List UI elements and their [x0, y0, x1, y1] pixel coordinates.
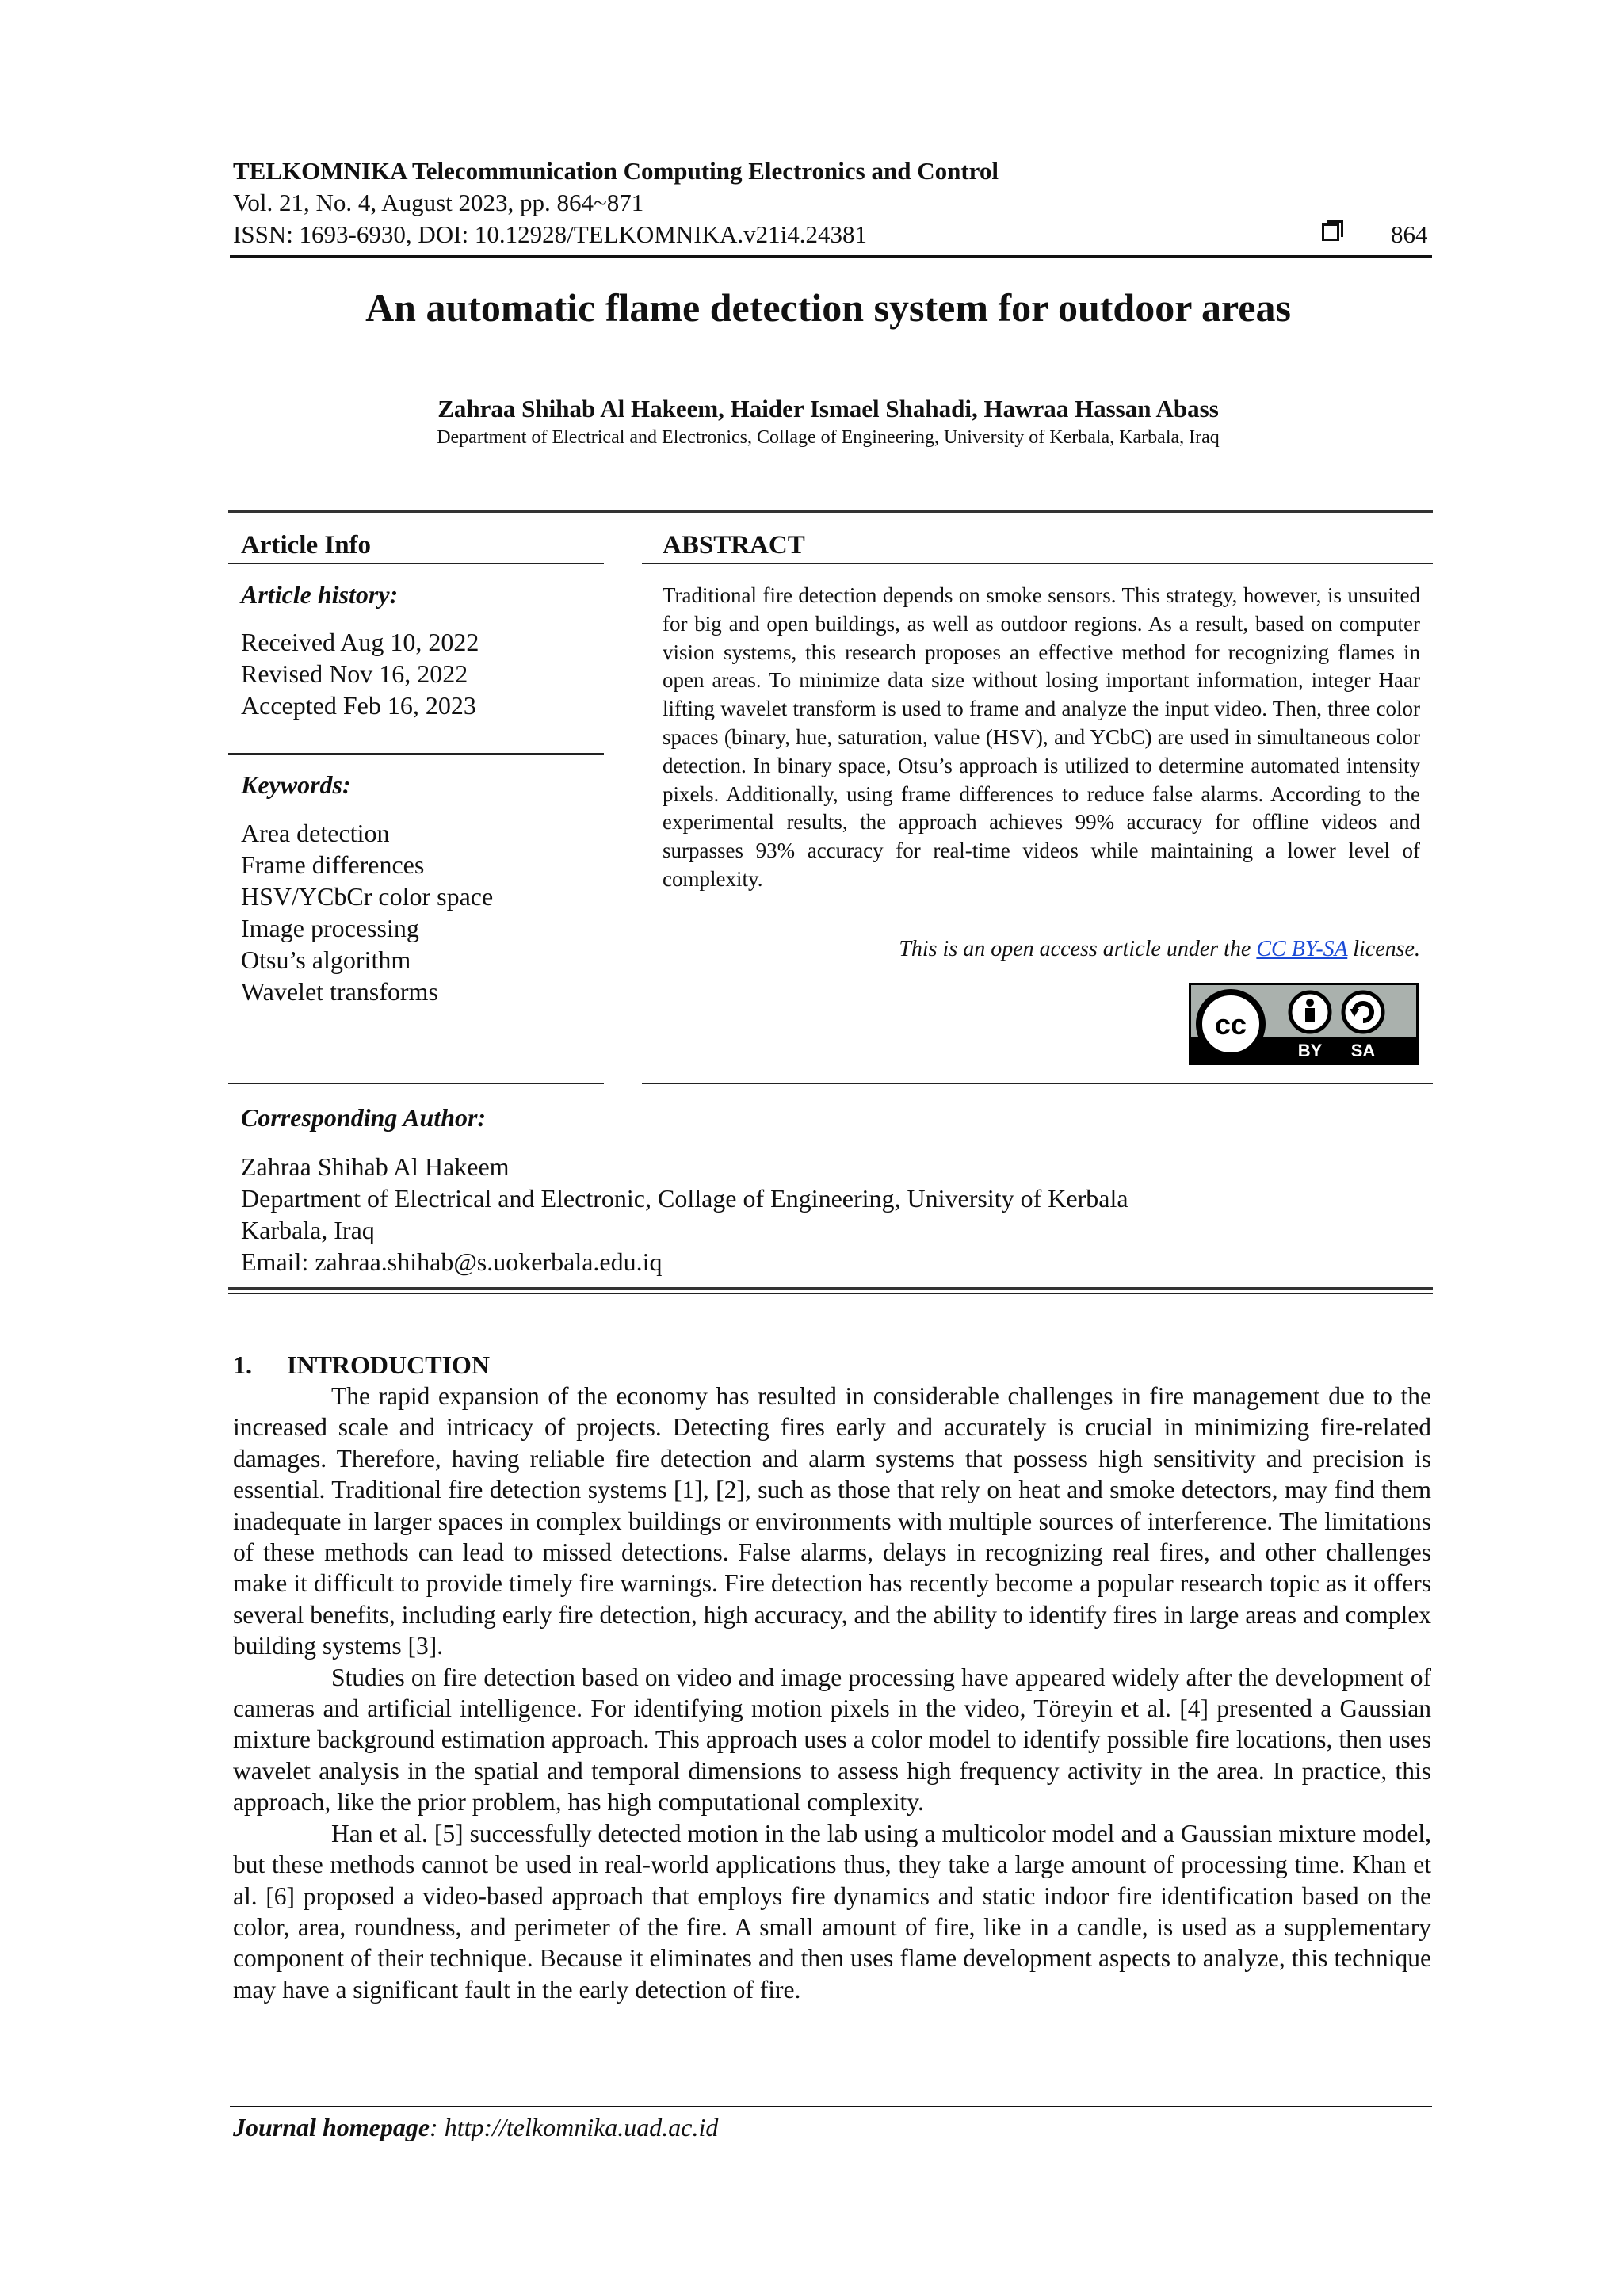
keyword-item: HSV/YCbCr color space — [241, 882, 494, 911]
header-rule — [230, 255, 1432, 258]
license-link[interactable]: CC BY-SA — [1256, 937, 1348, 961]
footer-url[interactable]: : http://telkomnika.uad.ac.id — [430, 2113, 719, 2141]
journal-volume: Vol. 21, No. 4, August 2023, pp. 864~871 — [233, 189, 644, 216]
page-number: 864 — [1391, 220, 1428, 248]
cc-badge-icon — [1191, 985, 1416, 1063]
section-heading — [233, 1349, 490, 1381]
article-history-list — [241, 626, 479, 721]
footer-rule — [230, 2106, 1432, 2107]
journal-name: TELKOMNIKA Telecommunication Computing Electronics and Control — [233, 157, 999, 185]
abstract-text: Traditional fire detection depends on smoke sensors. This strategy, however, is unsuited for big and open buildings, as well as outdoor regions. As a result, based on computer vision systems, this research proposes an effective method for recognizing flames in open areas. To minimize data size without losing important information, integer Haar lifting wavelet transform is used to frame and analyze the input video. Then, three color spaces (binary, hue, saturation, value (HSV), and YCbC) are used in simultaneous color detection. In binary space, Otsu’s approach is utilized to determine automated intensity pixels. Additionally, using frame differences to reduce false alarms. According to the experimental results, the approach achieves 99% accuracy for offline videos and surpasses 93% accuracy for real-time videos while maintaining a lower level of complexity. — [663, 583, 1420, 891]
corresponding-email: Email: zahraa.shihab@s.uokerbala.edu.iq — [241, 1247, 663, 1276]
frame-bottom-rule-2 — [228, 1293, 1433, 1294]
history-revised: Revised Nov 16, 2022 — [241, 659, 468, 688]
abstract-heading: ABSTRACT — [663, 531, 805, 560]
paragraph: Studies on fire detection based on video and image processing have appeared widely after the development of cameras and artificial intelligence. For identifying motion pixels in the video, Töreyin et al. [4] presented a Gaussian mixture background estimation approach. This approach uses a color model to identify possible fire locations, then uses wavelet analysis in the spatial and temporal dimensions to assess high frequency activity in the area. In practice, this approach, like the prior problem, has high computational complexity. — [233, 1663, 1431, 1817]
abstract-rule — [642, 563, 1433, 564]
sa-label: SA — [1350, 1041, 1376, 1060]
history-received: Received Aug 10, 2022 — [241, 628, 479, 656]
keyword-item: Area detection — [241, 819, 390, 847]
abstract-bottom-rule — [642, 1083, 1433, 1084]
footer-label: Journal homepage — [233, 2113, 430, 2141]
history-accepted: Accepted Feb 16, 2023 — [241, 691, 476, 720]
keyword-item: Image processing — [241, 914, 419, 942]
keywords-list — [241, 817, 493, 1007]
keyword-item: Otsu’s algorithm — [241, 946, 411, 974]
corresponding-city: Karbala, Iraq — [241, 1216, 375, 1244]
page-square-icon — [1322, 223, 1339, 241]
license-suffix: license. — [1347, 937, 1420, 961]
journal-homepage — [233, 2111, 718, 2143]
paragraph: The rapid expansion of the economy has resulted in considerable challenges in fire management due to the increased scale and intricacy of projects. Detecting fires early and accurately is crucial in minimizing fire-related damages. Therefore, having reliable fire detection and alarm systems that possess high sensitivity and precision is essential. Traditional fire detection systems [1], [2], such as those that rely on heat and smoke detectors, may find them inadequate in larger spaces in complex buildings or environments with multiple sources of interference. The limitations of these methods can lead to missed detections. False alarms, delays in recognizing real fires, and other challenges make it difficult to provide timely fire warnings. Fire detection has recently become a popular research topic as it offers several benefits, including early fire detection, high accuracy, and the ability to identify fires in large areas and complex building systems [3]. — [233, 1382, 1431, 1660]
license-note — [663, 935, 1420, 964]
abstract-body — [663, 582, 1420, 894]
license-prefix: This is an open access article under the — [899, 937, 1257, 961]
paper-title: An automatic flame detection system for outdoor areas — [365, 285, 1291, 330]
cc-by-sa-badge[interactable] — [1189, 983, 1419, 1065]
paper-authors: Zahraa Shihab Al Hakeem, Haider Ismael Shahadi, Hawraa Hassan Abass — [437, 395, 1219, 422]
info-bottom-rule — [228, 1083, 604, 1084]
frame-top-rule — [228, 510, 1433, 513]
article-history-heading: Article history: — [241, 580, 399, 609]
corresponding-department: Department of Electrical and Electronic, Collage of Engineering, University of Kerbala — [241, 1184, 1128, 1213]
introduction-body — [233, 1381, 1431, 2005]
article-info-rule — [228, 563, 604, 564]
corresponding-heading: Corresponding Author: — [241, 1103, 487, 1132]
keywords-heading: Keywords: — [241, 770, 351, 799]
cc-label: cc — [1214, 1008, 1247, 1041]
section-number: 1. — [233, 1350, 252, 1379]
keyword-item: Frame differences — [241, 850, 425, 879]
by-label: BY — [1297, 1041, 1323, 1060]
keyword-item: Wavelet transforms — [241, 977, 438, 1006]
article-info-heading: Article Info — [241, 531, 372, 560]
paper-affiliation: Department of Electrical and Electronics, Collage of Engineering, University of Kerbala, Karbala, Iraq — [437, 427, 1220, 448]
history-rule — [228, 753, 604, 755]
journal-issn: ISSN: 1693-6930, DOI: 10.12928/TELKOMNIKA.v21i4.24381 — [233, 220, 867, 248]
section-title: INTRODUCTION — [287, 1350, 491, 1379]
paragraph: Han et al. [5] successfully detected motion in the lab using a multicolor model and a Gaussian mixture model, but these methods cannot be used in real-world applications thus, they take a large amount of processing time. Khan et al. [6] proposed a video-based approach that employs fire dynamics and static indoor fire identification based on the color, area, roundness, and perimeter of the fire. A small amount of fire, like in a candle, is used as a supplementary component of their technique. Because it eliminates and then uses flame development aspects to analyze, this technique may have a significant fault in the early detection of fire. — [233, 1819, 1431, 2004]
frame-bottom-rule — [228, 1287, 1433, 1290]
corresponding-name: Zahraa Shihab Al Hakeem — [241, 1152, 510, 1181]
